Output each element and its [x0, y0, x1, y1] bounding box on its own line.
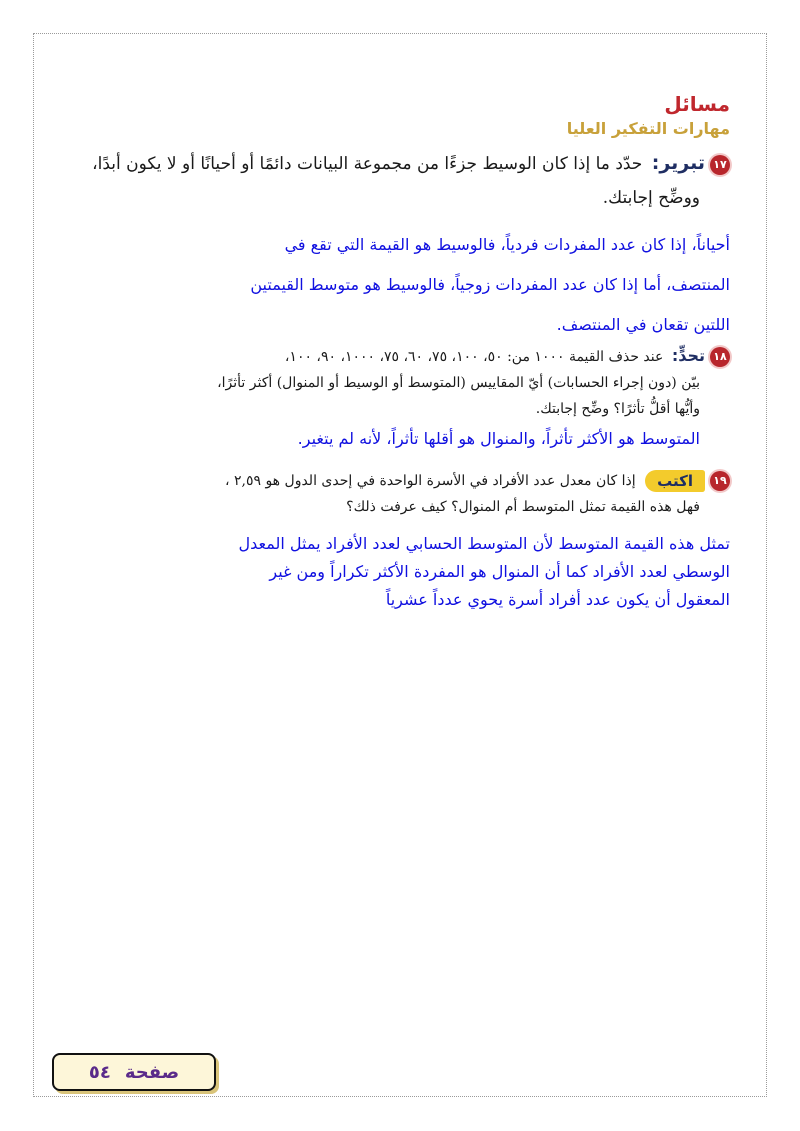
question-19-number-badge: ١٩ — [710, 471, 730, 491]
question-17-line-1 — [90, 146, 730, 181]
question-18-text-2: بيّن (دون إجراء الحسابات) أيّ المقاييس (المتوسط أو الوسيط أو المنوال) أكثر تأثرًا، — [217, 375, 700, 391]
question-18-text-1: عند حذف القيمة ١٠٠٠ من: ٥٠، ١٠٠، ٧٥، ٦٠، ٧٥، ١٠٠٠، ٩٠، ١٠٠، — [284, 349, 664, 365]
question-17 — [90, 146, 730, 215]
question-18-text-3: وأيُّها أقلُّ تأثرًا؟ وضِّح إجابتك. — [535, 401, 700, 417]
answer-18 — [90, 424, 730, 454]
question-19-text-2: فهل هذه القيمة تمثل المتوسط أم المنوال؟ كيف عرفت ذلك؟ — [346, 499, 700, 515]
question-19-line-1 — [90, 468, 730, 494]
answer-17-line-3: اللتين تقعان في المنتصف. — [556, 315, 730, 334]
answer-19-line-3: المعقول أن يكون عدد أفراد أسرة يحوي عدداً عشرياً — [385, 590, 730, 609]
section-title: مسائل — [664, 92, 730, 116]
answer-19-line-2: الوسطي لعدد الأفراد كما أن المنوال هو المفردة الأكثر تكراراً ومن غير — [269, 562, 730, 581]
question-17-text-1: حدّد ما إذا كان الوسيط جزءًا من مجموعة البيانات دائمًا أو أحيانًا أو لا يكون أبدًا، — [92, 154, 643, 174]
answer-19 — [90, 530, 730, 614]
question-18-keyword: تحدٍّ: — [671, 346, 705, 365]
question-17-text-2: ووضِّح إجابتك. — [602, 188, 700, 208]
answer-18-line-1: المتوسط هو الأكثر تأثراً، والمنوال هو أقلها تأثراً، لأنه لم يتغير. — [297, 429, 700, 448]
question-19 — [90, 468, 730, 520]
question-19-text-1: إذا كان معدل عدد الأفراد في الأسرة الواحدة في إحدى الدول هو ٢,٥٩ ، — [225, 473, 636, 489]
answer-17-line-2: المنتصف، أما إذا كان عدد المفردات زوجياً، فالوسيط هو متوسط القيمتين — [250, 275, 730, 294]
section-subtitle: مهارات التفكير العليا — [566, 119, 730, 138]
question-18-line-1 — [90, 343, 730, 370]
page-content — [90, 90, 730, 614]
question-18 — [90, 343, 730, 422]
page-label: صفحة — [124, 1061, 180, 1083]
page-number-box — [52, 1053, 216, 1091]
question-19-write-tag: اكتب — [645, 470, 705, 492]
answer-17-line-1: أحياناً، إذا كان عدد المفردات فردياً، فالوسيط هو القيمة التي تقع في — [284, 235, 730, 254]
question-17-keyword: تبرير: — [651, 152, 705, 174]
question-18-number-badge: ١٨ — [710, 347, 730, 367]
question-17-number-badge: ١٧ — [710, 155, 730, 175]
answer-19-line-1: تمثل هذه القيمة المتوسط لأن المتوسط الحسابي لعدد الأفراد يمثل المعدل — [238, 534, 730, 553]
page-number: ٥٤ — [88, 1061, 111, 1083]
answer-17 — [90, 225, 730, 345]
